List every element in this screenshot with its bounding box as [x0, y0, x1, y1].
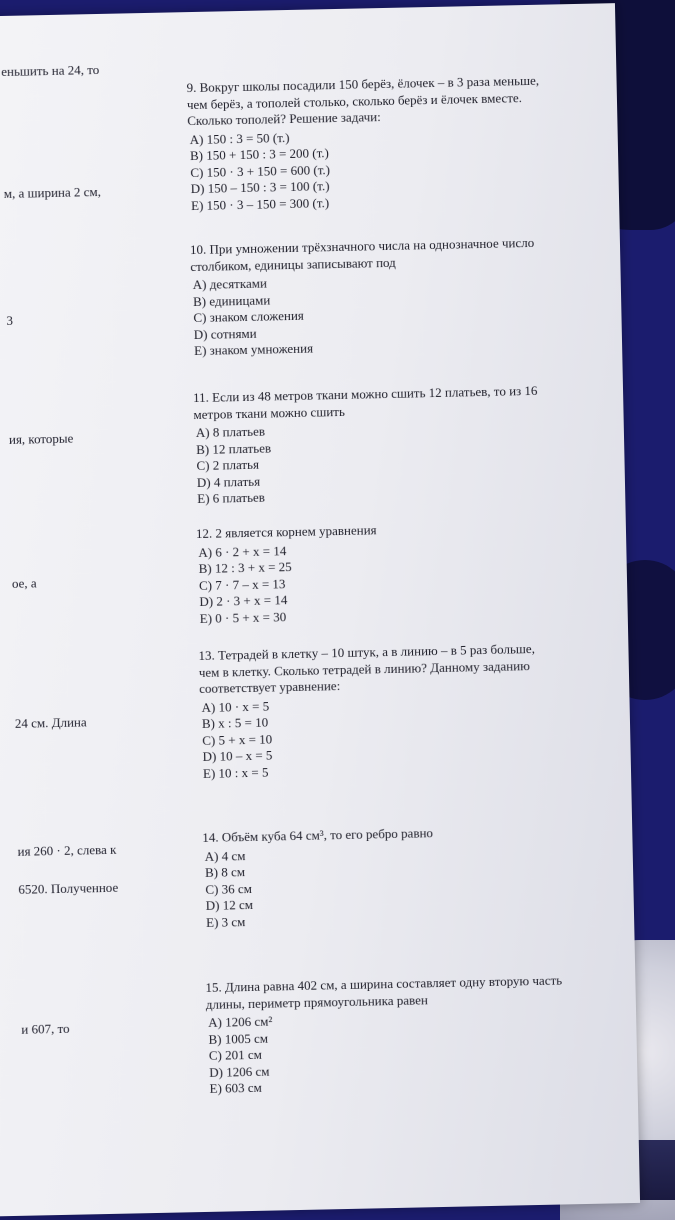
answer-option-b: B) 8 см: [204, 864, 246, 880]
left-column-fragment: ия, которые: [8, 430, 74, 447]
answer-option-d: D) 10 – x = 5: [202, 747, 273, 764]
answer-option-e: E) 3 см: [205, 913, 246, 930]
left-column-fragment: 24 см. Длина: [14, 714, 87, 731]
answer-option-a: A) десятками: [192, 275, 268, 293]
answer-option-d: D) 12 см: [205, 896, 254, 913]
answer-option-d: D) сотнями: [193, 325, 257, 342]
left-column-fragment: ия 260 · 2, слева к: [17, 841, 117, 859]
answer-option-b: B) 150 + 150 : 3 = 200 (т.): [189, 145, 330, 164]
left-column-fragment: и 607, то: [21, 1020, 70, 1037]
answer-option-e: E) 603 см: [209, 1079, 262, 1096]
answer-option-b: B) единицами: [192, 291, 271, 309]
answer-option-e: E) 150 · 3 – 150 = 300 (т.): [190, 194, 330, 213]
question-12: [196, 518, 558, 627]
answer-option-d: D) 2 · 3 + x = 14: [199, 592, 288, 609]
answer-option-d: D) 4 платья: [196, 473, 261, 490]
answer-option-b: B) 12 : 3 + x = 25: [198, 559, 292, 576]
answer-option-a: A) 1206 см²: [208, 1013, 273, 1030]
question-stem: 14. Объём куба 64 см³, то его ребро равно: [202, 825, 434, 845]
question-stem: 9. Вокруг школы посадили 150 берёз, ёлочек – в 3 раза меньше, чем берёз, а тополей столько, сколько берёз и ёлочек вместе. Сколько тополей? Решение задачи:: [186, 72, 540, 129]
left-column-fragment: м, а ширина 2 см,: [3, 183, 102, 201]
answer-option-c: C) 201 см: [208, 1046, 263, 1063]
answer-option-e: E) 10 : x = 5: [202, 764, 269, 781]
question-13: [198, 640, 561, 782]
answer-option-a: A) 10 · x = 5: [201, 698, 270, 715]
left-column-fragment: ое, а: [11, 575, 37, 591]
answer-option-c: C) 5 + x = 10: [202, 730, 273, 748]
left-column-fragment: 3: [6, 312, 14, 328]
left-column-fragment: еньшить на 24, то: [1, 61, 100, 80]
paper-sheet: [0, 3, 640, 1216]
question-15: [205, 972, 567, 1097]
answer-option-a: A) 8 платьев: [195, 423, 266, 441]
question-stem: 13. Тетрадей в клетку – 10 штук, а в линию – в 5 раз больше, чем в клетку. Сколько тетрадей в линию? Данному заданию соответствует уравнение:: [198, 640, 536, 696]
answer-option-d: D) 150 – 150 : 3 = 100 (т.): [190, 178, 330, 197]
answer-option-a: A) 6 · 2 + x = 14: [198, 542, 287, 560]
answer-option-a: A) 4 см: [204, 847, 246, 864]
answer-option-c: C) знаком сложения: [193, 307, 304, 326]
question-stem: 10. При умножении трёхзначного числа на однозначное число столбиком, единицы записывают под: [189, 234, 535, 274]
question-9: [186, 73, 549, 215]
answer-option-b: B) 1005 см: [208, 1030, 269, 1047]
question-10: [190, 235, 552, 360]
answer-option-b: B) 12 платьев: [196, 439, 272, 457]
question-14: [202, 822, 564, 931]
answer-option-b: B) x : 5 = 10: [201, 714, 269, 731]
answer-option-c: C) 7 · 7 – x = 13: [198, 575, 286, 593]
answer-option-e: E) знаком умножения: [193, 340, 314, 359]
left-column-fragment: 6520. Полученное: [18, 879, 119, 897]
question-stem: 15. Длина равна 402 см, а ширина составляет одну вторую часть длины, периметр прямоугольника равен: [205, 972, 563, 1012]
answer-option-c: C) 150 · 3 + 150 = 600 (т.): [190, 161, 331, 180]
answer-option-e: E) 0 · 5 + x = 30: [199, 608, 287, 626]
answer-option-a: A) 150 : 3 = 50 (т.): [189, 129, 290, 147]
question-11: [193, 383, 555, 508]
answer-option-e: E) 6 платьев: [197, 489, 266, 506]
answer-option-d: D) 1206 см: [209, 1063, 270, 1080]
question-stem: 11. Если из 48 метров ткани можно сшить 12 платьев, то из 16 метров ткани можно сшить: [192, 382, 538, 422]
question-stem: 12. 2 является корнем уравнения: [195, 522, 377, 542]
answer-option-c: C) 36 см: [205, 880, 253, 897]
answer-option-c: C) 2 платья: [196, 456, 260, 474]
